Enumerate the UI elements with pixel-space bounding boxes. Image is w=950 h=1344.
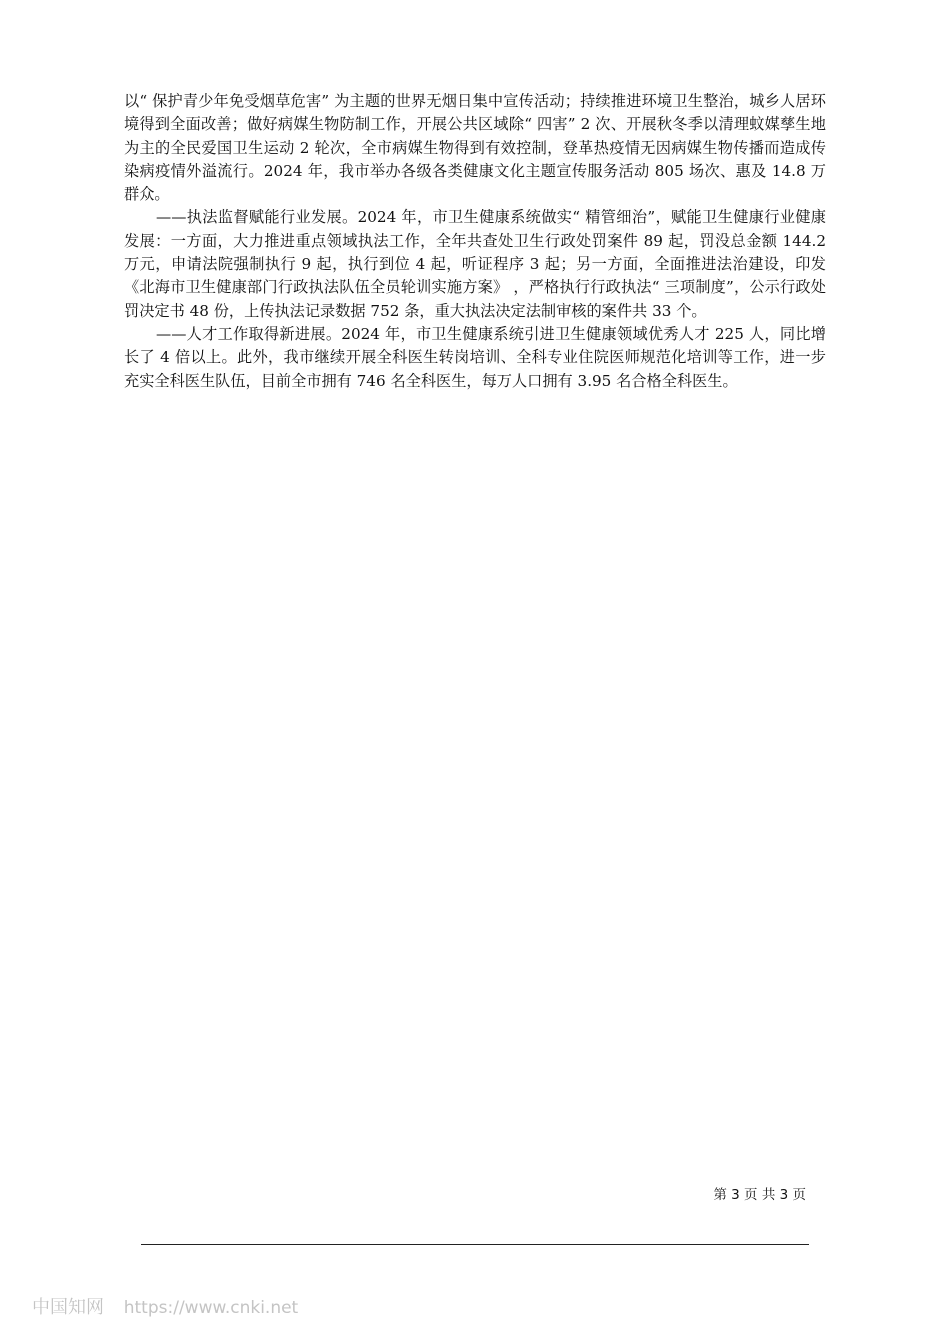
document-body: [124, 90, 826, 393]
paragraph-law-enforcement: ——执法监督赋能行业发展。2024 年，市卫生健康系统做实“ 精管细治”，赋能卫生健康行业健康发展：一方面，大力推进重点领域执法工作，全年共查处卫生行政处罚案件 89 起，罚没总金额 144.2 万元，申请法院强制执行 9 起，执行到位 4 起，听证程序 3 起；另一方面，全面推进法治建设，印发《北海市卫生健康部门行政执法队伍全员轮训实施方案》 ，严格执行行政执法“ 三项制度”，公示行政处罚决定书 48 份，上传执法记录数据 752 条，重大执法决定法制审核的案件共 33 个。: [124, 208, 826, 320]
watermark-brand: 中国知网: [32, 1297, 104, 1318]
footer-divider: [141, 1244, 809, 1245]
paragraph-talent-work: ——人才工作取得新进展。2024 年，市卫生健康系统引进卫生健康领域优秀人才 225 人，同比增长了 4 倍以上。此外，我市继续开展全科医生转岗培训、全科专业住院医师规范化培训等工作，进一步充实全科医生队伍，目前全市拥有 746 名全科医生，每万人口拥有 3.95 名合格全科医生。: [124, 324, 826, 390]
paragraph-health-campaign: 以“ 保护青少年免受烟草危害” 为主题的世界无烟日集中宣传活动；持续推进环境卫生整治，城乡人居环境得到全面改善；做好病媒生物防制工作，开展公共区域除“ 四害” 2 次、开展秋冬季以清理蚊媒孳生地为主的全民爱国卫生运动 2 轮次，全市病媒生物得到有效控制，登革热疫情无因病媒生物传播而造成传染病疫情外溢流行。2024 年，我市举办各级各类健康文化主题宣传服务活动 805 场次、惠及 14.8 万群众。: [124, 92, 826, 204]
cnki-watermark: [32, 1293, 298, 1319]
page-number: 第 3 页 共 3 页: [713, 1187, 806, 1203]
watermark-url: https://www.cnki.net: [123, 1298, 299, 1318]
